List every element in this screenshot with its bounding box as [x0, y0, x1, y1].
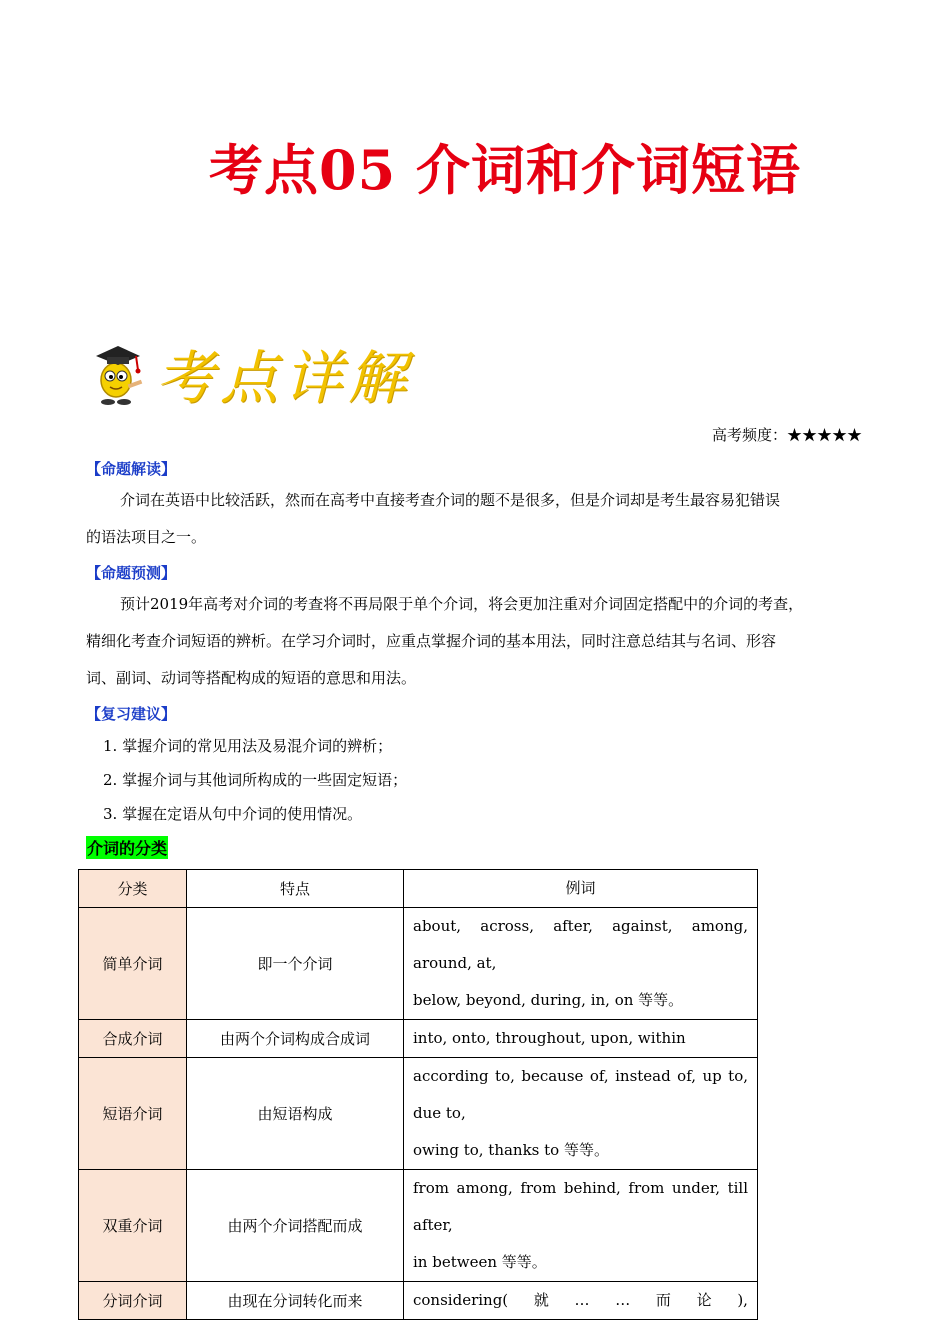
page-title: 考点05 介词和介词短语 — [209, 138, 801, 202]
example-line: about, across, after, against, among, around, at, — [413, 917, 748, 972]
prediction-line: 精细化考查介词短语的辨析。在学习介词时，应重点掌握介词的基本用法，同时注意总结其与名词、形容 — [86, 632, 777, 650]
example-line: according to, because of, instead of, up to, due to, — [413, 1067, 748, 1122]
example-word: considering( — [413, 1291, 509, 1309]
row-feature: 由现在分词转化而来 — [187, 1282, 404, 1320]
section-banner — [92, 338, 413, 412]
example-line: in between 等等。 — [413, 1253, 547, 1271]
preposition-classification-table — [78, 869, 758, 1320]
prediction-paragraph — [86, 586, 864, 697]
table-row — [79, 1020, 758, 1058]
example-word: … — [574, 1291, 590, 1309]
example-line — [413, 1282, 748, 1319]
example-word: ), — [737, 1291, 748, 1309]
row-feature: 由两个介词构成合成词 — [187, 1020, 404, 1058]
table-row — [79, 1282, 758, 1320]
row-examples: into, onto, throughout, upon, within — [404, 1020, 758, 1058]
row-type: 双重介词 — [79, 1170, 187, 1282]
row-examples — [404, 908, 758, 1020]
graduate-mascot-icon — [92, 340, 146, 406]
row-type: 简单介词 — [79, 908, 187, 1020]
example-line: owing to, thanks to 等等。 — [413, 1141, 609, 1159]
example-word: 而 — [655, 1291, 671, 1309]
example-word: 就 — [533, 1291, 549, 1309]
table-row — [79, 1170, 758, 1282]
interpretation-paragraph — [86, 482, 864, 556]
example-word: … — [615, 1291, 631, 1309]
interpretation-line: 的语法项目之一。 — [86, 528, 207, 546]
table-row — [79, 1058, 758, 1170]
prediction-line: 预计2019年高考对介词的考查将不再局限于单个介词，将会更加注重对介词固定搭配中的介词的考查， — [120, 595, 804, 613]
header-feature: 特点 — [187, 870, 404, 908]
classification-heading: 介词的分类 — [86, 836, 168, 859]
example-line: below, beyond, during, in, on 等等。 — [413, 991, 684, 1009]
interpretation-line: 介词在英语中比较活跃，然而在高考中直接考查介词的题不是很多，但是介词却是考生最容易犯错误 — [120, 491, 781, 509]
row-examples — [404, 1282, 758, 1320]
row-type: 分词介词 — [79, 1282, 187, 1320]
header-type: 分类 — [79, 870, 187, 908]
table-header-row — [79, 870, 758, 908]
advice-item: 3. 掌握在定语从句中介词的使用情况。 — [103, 805, 363, 823]
header-examples: 例词 — [404, 870, 758, 908]
row-examples — [404, 1058, 758, 1170]
section-heading-prediction: 【命题预测】 — [86, 564, 177, 582]
row-feature: 即一个介词 — [187, 908, 404, 1020]
row-feature: 由短语构成 — [187, 1058, 404, 1170]
section-heading-interpretation: 【命题解读】 — [86, 460, 177, 478]
example-word: 论 — [696, 1291, 712, 1309]
example-line: from among, from behind, from under, till after, — [413, 1179, 748, 1234]
advice-item: 2. 掌握介词与其他词所构成的一些固定短语； — [103, 771, 408, 789]
exam-frequency — [712, 424, 862, 445]
table-row — [79, 908, 758, 1020]
row-feature: 由两个介词搭配而成 — [187, 1170, 404, 1282]
banner-title: 考点详解 — [156, 344, 413, 412]
section-heading-advice: 【复习建议】 — [86, 705, 177, 723]
row-type: 合成介词 — [79, 1020, 187, 1058]
frequency-stars: ★★★★★ — [786, 426, 862, 444]
frequency-label: 高考频度： — [711, 426, 787, 444]
prediction-line: 词、副词、动词等搭配构成的短语的意思和用法。 — [86, 669, 417, 687]
advice-item: 1. 掌握介词的常见用法及易混介词的辨析； — [103, 737, 393, 755]
row-examples — [404, 1170, 758, 1282]
row-type: 短语介词 — [79, 1058, 187, 1170]
